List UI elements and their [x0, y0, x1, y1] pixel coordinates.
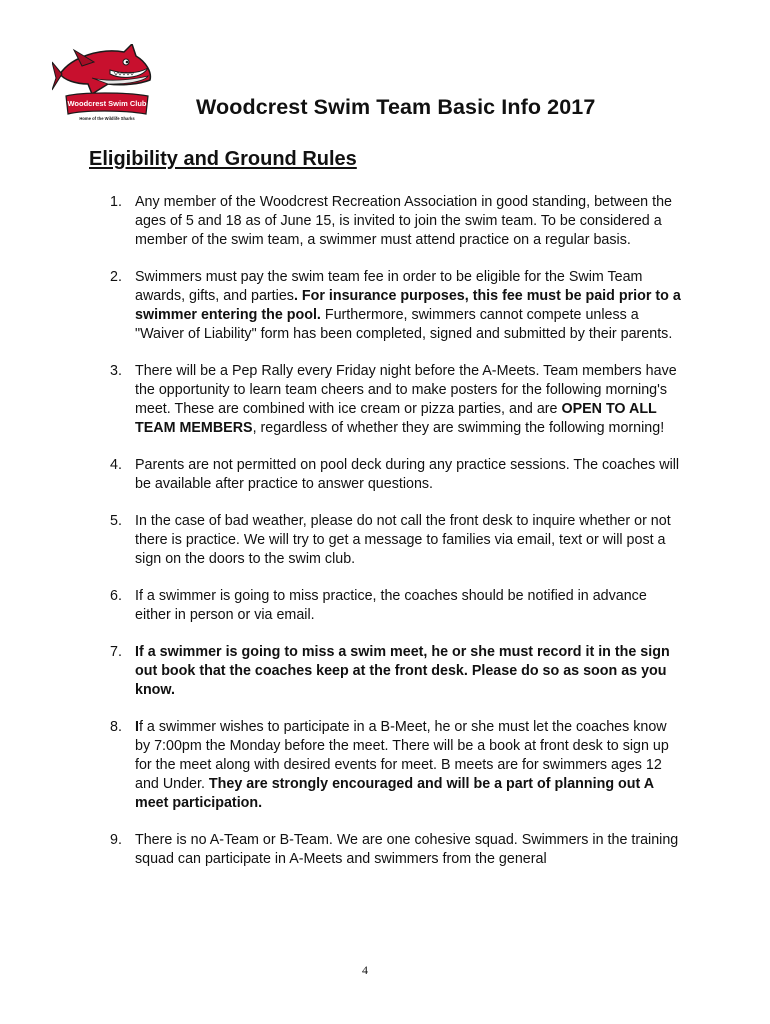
rule-text-part: Any member of the Woodcrest Recreation Association in good standing, between the ages of 5 and 18 as of June 15, is invited to join the swim team. To be considered a member of the swim team, a swimmer must attend practice on a regular basis.	[135, 194, 672, 248]
rule-item	[110, 512, 682, 569]
page-number: 4	[362, 963, 368, 977]
rule-text	[135, 831, 682, 869]
rule-text-part: There will be a Pep Rally every Friday night before the A-Meets. Team members have the opportunity to learn team cheers and to make posters for the following morning's meet. These are combined with ice cream or pizza parties, and are	[135, 363, 677, 417]
section-heading: Eligibility and Ground Rules	[89, 148, 357, 170]
rule-text	[135, 268, 682, 344]
rule-text-bold: . For insurance purposes, this fee must be paid prior to a swimmer entering the pool.	[135, 288, 681, 323]
rule-item	[110, 456, 682, 494]
rule-item	[110, 718, 682, 813]
rule-item	[110, 643, 682, 700]
rule-text-part: f a swimmer wishes to participate in a B-Meet, he or she must let the coaches know by 7:00pm the Monday before the meet. There will be a book at front desk to sign up for the meet along with desired events for meet. B meets are for swimmers ages 12 and Under.	[135, 719, 669, 792]
rule-text	[135, 456, 682, 494]
rule-text-bold: They are strongly encouraged and will be a part of planning out A meet participation.	[135, 776, 654, 811]
rule-text	[135, 193, 682, 250]
rule-number: 8.	[110, 719, 122, 735]
document-title: Woodcrest Swim Team Basic Info 2017	[196, 95, 596, 119]
rule-text	[135, 362, 682, 438]
rule-text-part: Parents are not permitted on pool deck during any practice sessions. The coaches will be available after practice to answer questions.	[135, 457, 680, 492]
rule-text-bold: OPEN TO ALL TEAM MEMBERS	[135, 401, 657, 436]
rule-item	[110, 587, 682, 625]
shark-logo-icon	[52, 44, 156, 130]
logo-tagline: Home of the Wildlife Sharks	[79, 116, 135, 121]
rule-item	[110, 831, 682, 869]
rule-text	[135, 587, 682, 625]
rule-text	[135, 718, 682, 813]
rule-number: 7.	[110, 644, 122, 660]
rules-list	[110, 193, 682, 887]
rule-text	[135, 512, 682, 569]
logo-name: Woodcrest Swim Club	[67, 99, 147, 108]
rule-text	[135, 643, 682, 700]
rule-number: 2.	[110, 269, 122, 285]
rule-number: 3.	[110, 363, 122, 379]
rule-item	[110, 268, 682, 344]
rule-number: 1.	[110, 194, 122, 210]
rule-number: 9.	[110, 832, 122, 848]
rule-text-bold: If a swimmer is going to miss a swim meet, he or she must record it in the sign out book that the coaches keep at the front desk. Please do so as soon as you know.	[135, 644, 670, 698]
rule-text-part: , regardless of whether they are swimming the following morning!	[252, 420, 665, 436]
rule-text-part: Furthermore, swimmers cannot compete unless a "Waiver of Liability" form has been completed, signed and submitted by their parents.	[135, 307, 673, 342]
rule-number: 4.	[110, 457, 122, 473]
rule-number: 6.	[110, 588, 122, 604]
rule-item	[110, 193, 682, 250]
rule-item	[110, 362, 682, 438]
rule-text-bold: I	[135, 719, 139, 735]
rule-text-part: There is no A-Team or B-Team. We are one cohesive squad. Swimmers in the training squad can participate in A-Meets and swimmers from the general	[135, 832, 679, 867]
rule-text-part: In the case of bad weather, please do not call the front desk to inquire whether or not there is practice. We will try to get a message to families via email, text or will post a sign on the doors to the swim club.	[135, 513, 671, 567]
rule-text-part: Swimmers must pay the swim team fee in order to be eligible for the Swim Team awards, gifts, and parties	[135, 269, 643, 304]
rule-text-part: If a swimmer is going to miss practice, the coaches should be notified in advance either in person or via email.	[135, 588, 647, 623]
rule-number: 5.	[110, 513, 122, 529]
